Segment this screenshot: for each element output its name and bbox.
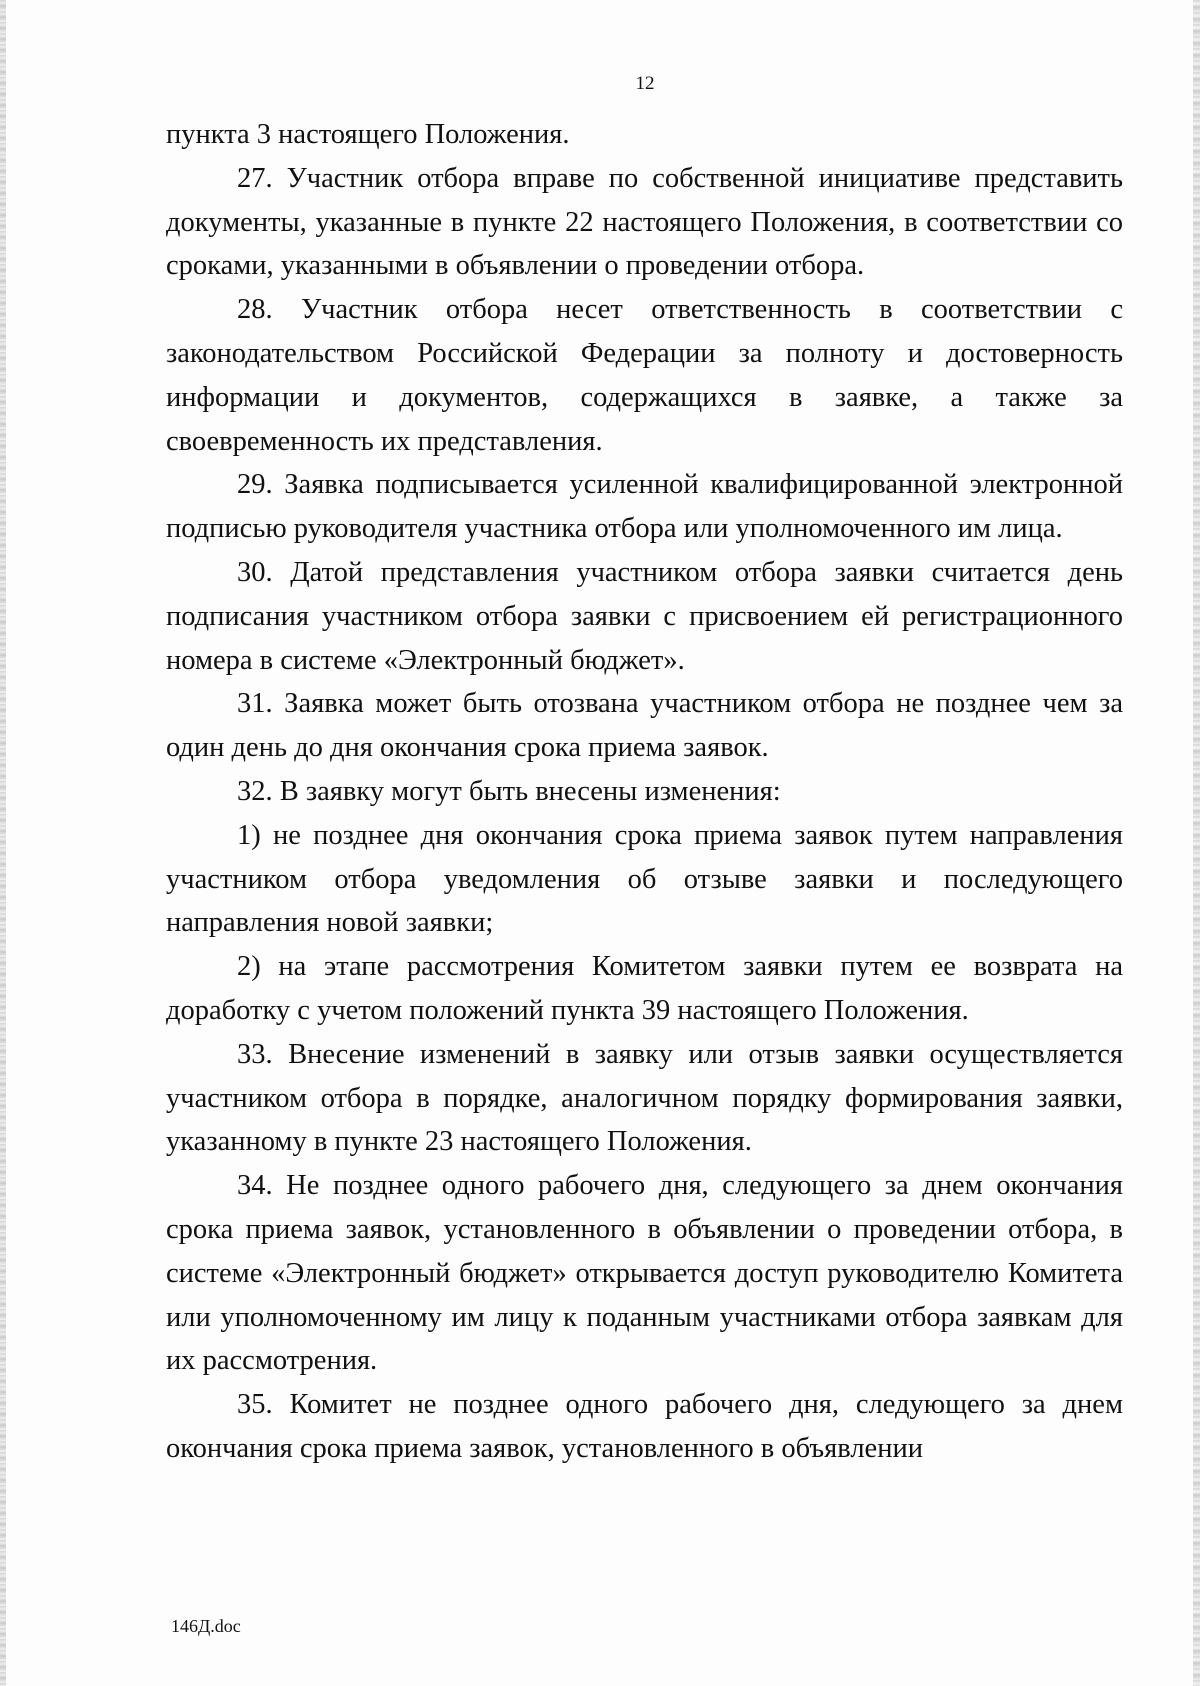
footer-file-name: 146Д.doc (171, 1616, 241, 1636)
paragraph-29: 29. Заявка подписывается усиленной квалифицированной электронной подписью руководителя участника отбора или уполномоченного им лица. (166, 469, 1123, 545)
scan-edge-left (0, 0, 6, 1686)
paragraph-27: 27. Участник отбора вправе по собственной инициативе представить документы, указанные в пункте 22 настоящего Положения, в соответствии со сроками, указанными в объявлении о проведении отбора. (166, 162, 1123, 282)
paragraph-32-item-2: 2) на этапе рассмотрения Комитетом заявки путем ее возврата на доработку с учетом положений пункта 39 настоящего Положения. (166, 951, 1123, 1026)
paragraph-33: 33. Внесение изменений в заявку или отзыв заявки осуществляется участником отбора в порядке, аналогичном порядку формирования заявки, указанному в пункте 23 настоящего Положения. (166, 1038, 1123, 1158)
paragraph-28: 28. Участник отбора несет ответственность в соответствии с законодательством Российской Федерации за полноту и достоверность информации и документов, содержащихся в заявке, а также за своевременность их представления. (166, 294, 1123, 457)
paragraph-34: 34. Не позднее одного рабочего дня, следующего за днем окончания срока приема заявок, установленного в объявлении о проведении отбора, в системе «Электронный бюджет» открывается доступ руководителю Комитета или уполномоченному им лицу к поданным участниками отбора заявкам для их рассмотрения. (166, 1170, 1123, 1377)
paragraph-30: 30. Датой представления участником отбора заявки считается день подписания участником отбора заявки с присвоением ей регистрационного номера в системе «Электронный бюджет». (166, 556, 1123, 676)
paragraph-32-item-1: 1) не позднее дня окончания срока приема заявок путем направления участником отбора уведомления об отзыве заявки и последующего направления новой заявки; (166, 819, 1123, 939)
document-body (166, 113, 1123, 1471)
paragraph-32: 32. В заявку могут быть внесены изменения: (237, 775, 781, 807)
paragraph-31: 31. Заявка может быть отозвана участником отбора не позднее чем за один день до дня окончания срока приема заявок. (166, 688, 1123, 764)
page-number: 12 (635, 73, 655, 94)
scan-edge-right (1193, 0, 1200, 1686)
paragraph-35: 35. Комитет не позднее одного рабочего дня, следующего за днем окончания срока приема заявок, установленного в объявлении (166, 1389, 1123, 1464)
paragraph-continuation: пункта 3 настоящего Положения. (166, 119, 570, 150)
